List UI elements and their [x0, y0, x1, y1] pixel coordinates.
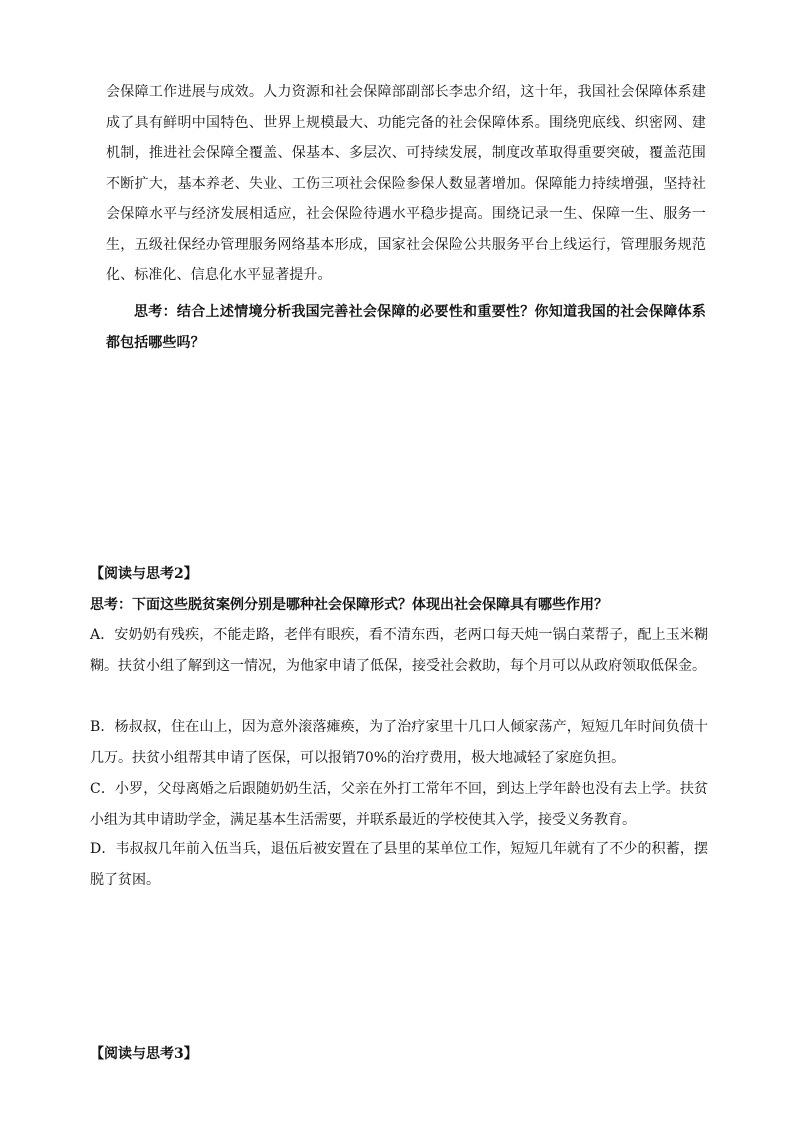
case-option-c: C．小罗，父母离婚之后跟随奶奶生活，父亲在外打工常年不回，到达上学年龄也没有去上学。扶贫小组为其申请助学金，满足基本生活需要，并联系最近的学校使其入学，接受义务教育。	[90, 781, 708, 828]
section-heading-3: 【阅读与思考3】	[90, 1046, 198, 1062]
think-question-2: 思考：下面这些脱贫案例分别是哪种社会保障形式？体现出社会保障具有哪些作用？	[90, 597, 608, 613]
section-heading-2: 【阅读与思考2】	[90, 566, 198, 582]
think-question-1: 思考：结合上述情境分析我国完善社会保障的必要性和重要性？你知道我国的社会保障体系都包括哪些吗？	[106, 304, 706, 351]
case-option-d: D．韦叔叔几年前入伍当兵，退伍后被安置在了县里的某单位工作，短短几年就有了不少的积蓄，摆脱了贫困。	[90, 841, 708, 888]
case-option-a: A．安奶奶有残疾，不能走路，老伴有眼疾，看不清东西，老两口每天炖一锅白菜帮子，配上玉米糊糊。扶贫小组了解到这一情况，为他家申请了低保，接受社会救助，每个月可以从政府领取低保金。	[90, 627, 708, 674]
case-option-b: B．杨叔叔，住在山上，因为意外滚落瘫痪，为了治疗家里十几口人倾家荡产，短短几年时间负债十几万。扶贫小组帮其申请了医保，可以报销70%的治疗费用，极大地减轻了家庭负担。	[90, 719, 708, 766]
social-security-paragraph: 会保障工作进展与成效。人力资源和社会保障部副部长李忠介绍，这十年，我国社会保障体系建成了具有鲜明中国特色、世界上规模最大、功能完备的社会保障体系。围绕兜底线、织密网、建机制，推进社会保障全覆盖、保基本、多层次、可持续发展，制度改革取得重要突破，覆盖范围不断扩大，基本养老、失业、工伤三项社会保险参保人数显著增加。保障能力持续增强，坚持社会保障水平与经济发展相适应，社会保险待遇水平稳步提高。围绕记录一生、保障一生、服务一生，五级社保经办管理服务网络基本形成，国家社会保险公共服务平台上线运行，管理服务规范化、标准化、信息化水平显著提升。	[106, 84, 706, 283]
